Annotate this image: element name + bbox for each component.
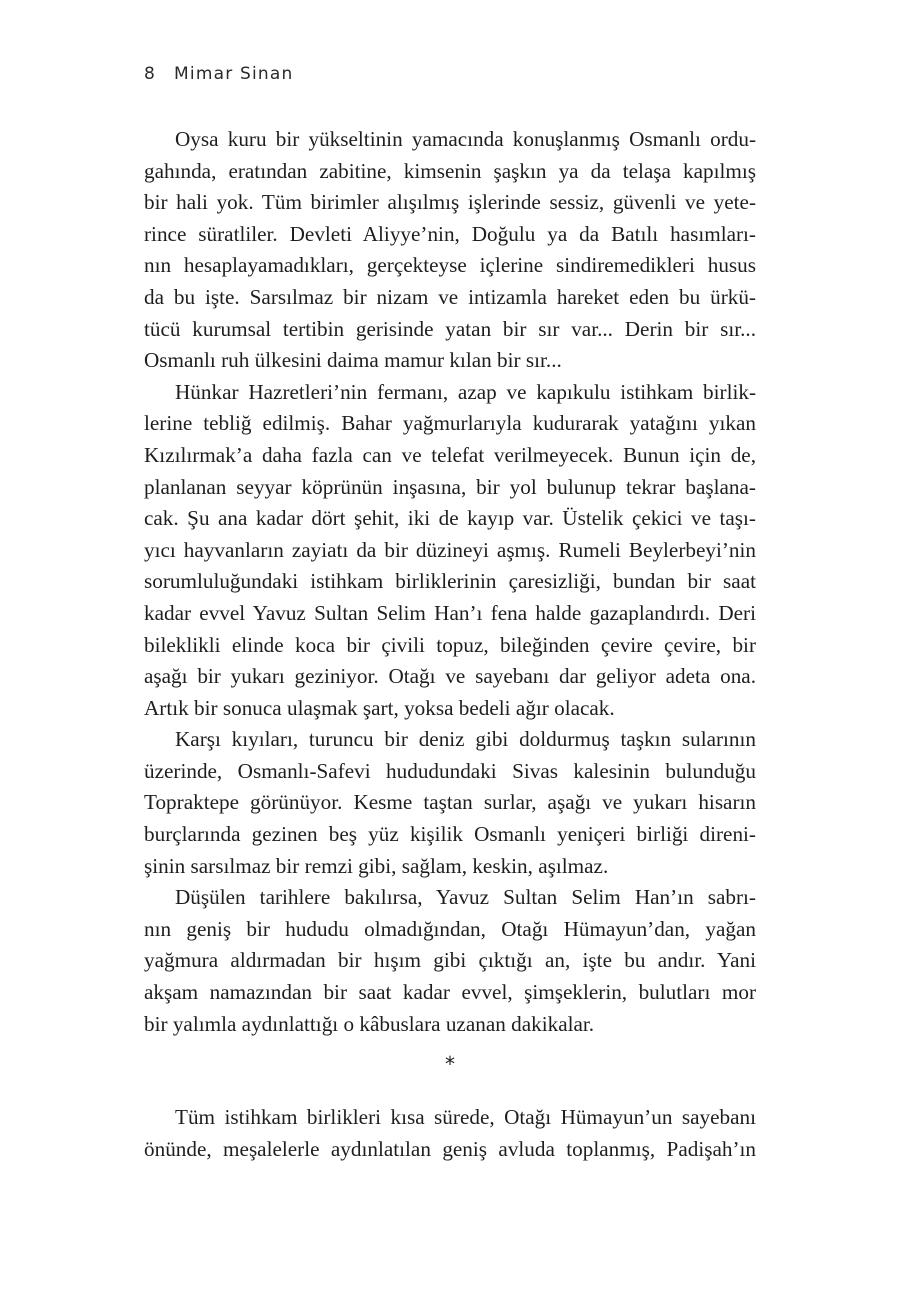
text-line: Osmanlı ruh ülkesini daima mamur kılan bir sır...	[144, 348, 562, 373]
text-line: Tüm istihkam birlikleri kısa sürede, Otağı Hümayun’un sayebanı	[175, 1105, 756, 1130]
paragraph-5	[144, 1102, 756, 1165]
text-line: üzerinde, Osmanlı-Safevi hududundaki Sivas kalesinin bulunduğu	[144, 758, 756, 783]
text-line: Düşülen tarihlere bakılırsa, Yavuz Sultan Selim Han’ın sabrı-	[175, 885, 756, 910]
text-line: tücü kurumsal tertibin gerisinde yatan bir sır var... Derin bir sır...	[144, 316, 756, 341]
running-header	[144, 64, 293, 84]
text-line: akşam namazından bir saat kadar evvel, şimşeklerin, bulutları mor	[144, 980, 756, 1005]
text-line: bir hali yok. Tüm birimler alışılmış işlerinde sessiz, güvenli ve yete-	[144, 190, 756, 215]
text-line: nın geniş bir hududu olmadığından, Otağı Hümayun’dan, yağan	[144, 916, 756, 941]
text-line: nın hesaplayamadıkları, gerçekteyse içlerine sindiremedikleri husus	[144, 253, 756, 278]
text-line: önünde, meşalelerle aydınlatılan geniş avluda toplanmış, Padişah’ın	[144, 1136, 756, 1161]
text-line: rince süratliler. Devleti Aliyye’nin, Doğulu ya da Batılı hasımları-	[144, 221, 756, 246]
text-line: lerine tebliğ edilmiş. Bahar yağmurlarıyla kudurarak yatağını yıkan	[144, 411, 756, 436]
text-line: da bu işte. Sarsılmaz bir nizam ve intizamla hareket eden bu ürkü-	[144, 284, 756, 309]
paragraph-4	[144, 882, 756, 1040]
text-line: Karşı kıyıları, turuncu bir deniz gibi doldurmuş taşkın sularının	[175, 727, 756, 752]
text-line: bir yalımla aydınlattığı o kâbuslara uzanan dakikalar.	[144, 1011, 595, 1036]
text-line: aşağı bir yukarı geziniyor. Otağı ve sayebanı dar geliyor adeta ona.	[144, 664, 756, 689]
paragraph-3	[144, 724, 756, 882]
text-line: cak. Şu ana kadar dört şehit, iki de kayıp var. Üstelik çekici ve taşı-	[144, 506, 756, 531]
text-line: sorumluluğundaki istihkam birliklerinin çaresizliği, bundan bir saat	[144, 569, 756, 594]
page-number: 8	[144, 64, 157, 84]
text-line: burçlarında gezinen beş yüz kişilik Osmanlı yeniçeri birliği direni-	[144, 822, 756, 847]
text-line: Artık bir sonuca ulaşmak şart, yoksa bedeli ağır olacak.	[144, 695, 615, 720]
paragraph-1	[144, 124, 756, 377]
text-line: planlanan seyyar köprünün inşasına, bir yol bulunup tekrar başlana-	[144, 474, 756, 499]
text-line: bileklikli elinde koca bir çivili topuz, bileğinden çevire çevire, bir	[144, 632, 756, 657]
text-line: yağmura aldırmadan bir hışım gibi çıktığı an, işte bu andır. Yani	[144, 948, 756, 973]
text-line: yıcı hayvanların zayiatı da bir düzineyi aşmış. Rumeli Beylerbeyi’nin	[144, 537, 756, 562]
text-line: Topraktepe görünüyor. Kesme taştan surlar, aşağı ve yukarı hisarın	[144, 790, 756, 815]
body-text	[144, 124, 756, 1165]
text-line: Oysa kuru bir yükseltinin yamacında konuşlanmış Osmanlı ordu-	[175, 127, 756, 151]
paragraph-2	[144, 377, 756, 725]
text-line: Kızılırmak’a daha fazla can ve telefat verilmeyecek. Bunun için de,	[144, 442, 756, 467]
text-line: Hünkar Hazretleri’nin fermanı, azap ve kapıkulu istihkam birlik-	[175, 379, 756, 404]
section-break-asterisk: *	[445, 1052, 455, 1077]
text-line: kadar evvel Yavuz Sultan Selim Han’ı fena halde gazaplandırdı. Deri	[144, 600, 756, 625]
book-title: Mimar Sinan	[174, 64, 294, 84]
text-line: gahında, eratından zabitine, kimsenin şaşkın ya da telaşa kapılmış	[144, 158, 756, 183]
text-line: şinin sarsılmaz bir remzi gibi, sağlam, keskin, aşılmaz.	[144, 853, 609, 878]
